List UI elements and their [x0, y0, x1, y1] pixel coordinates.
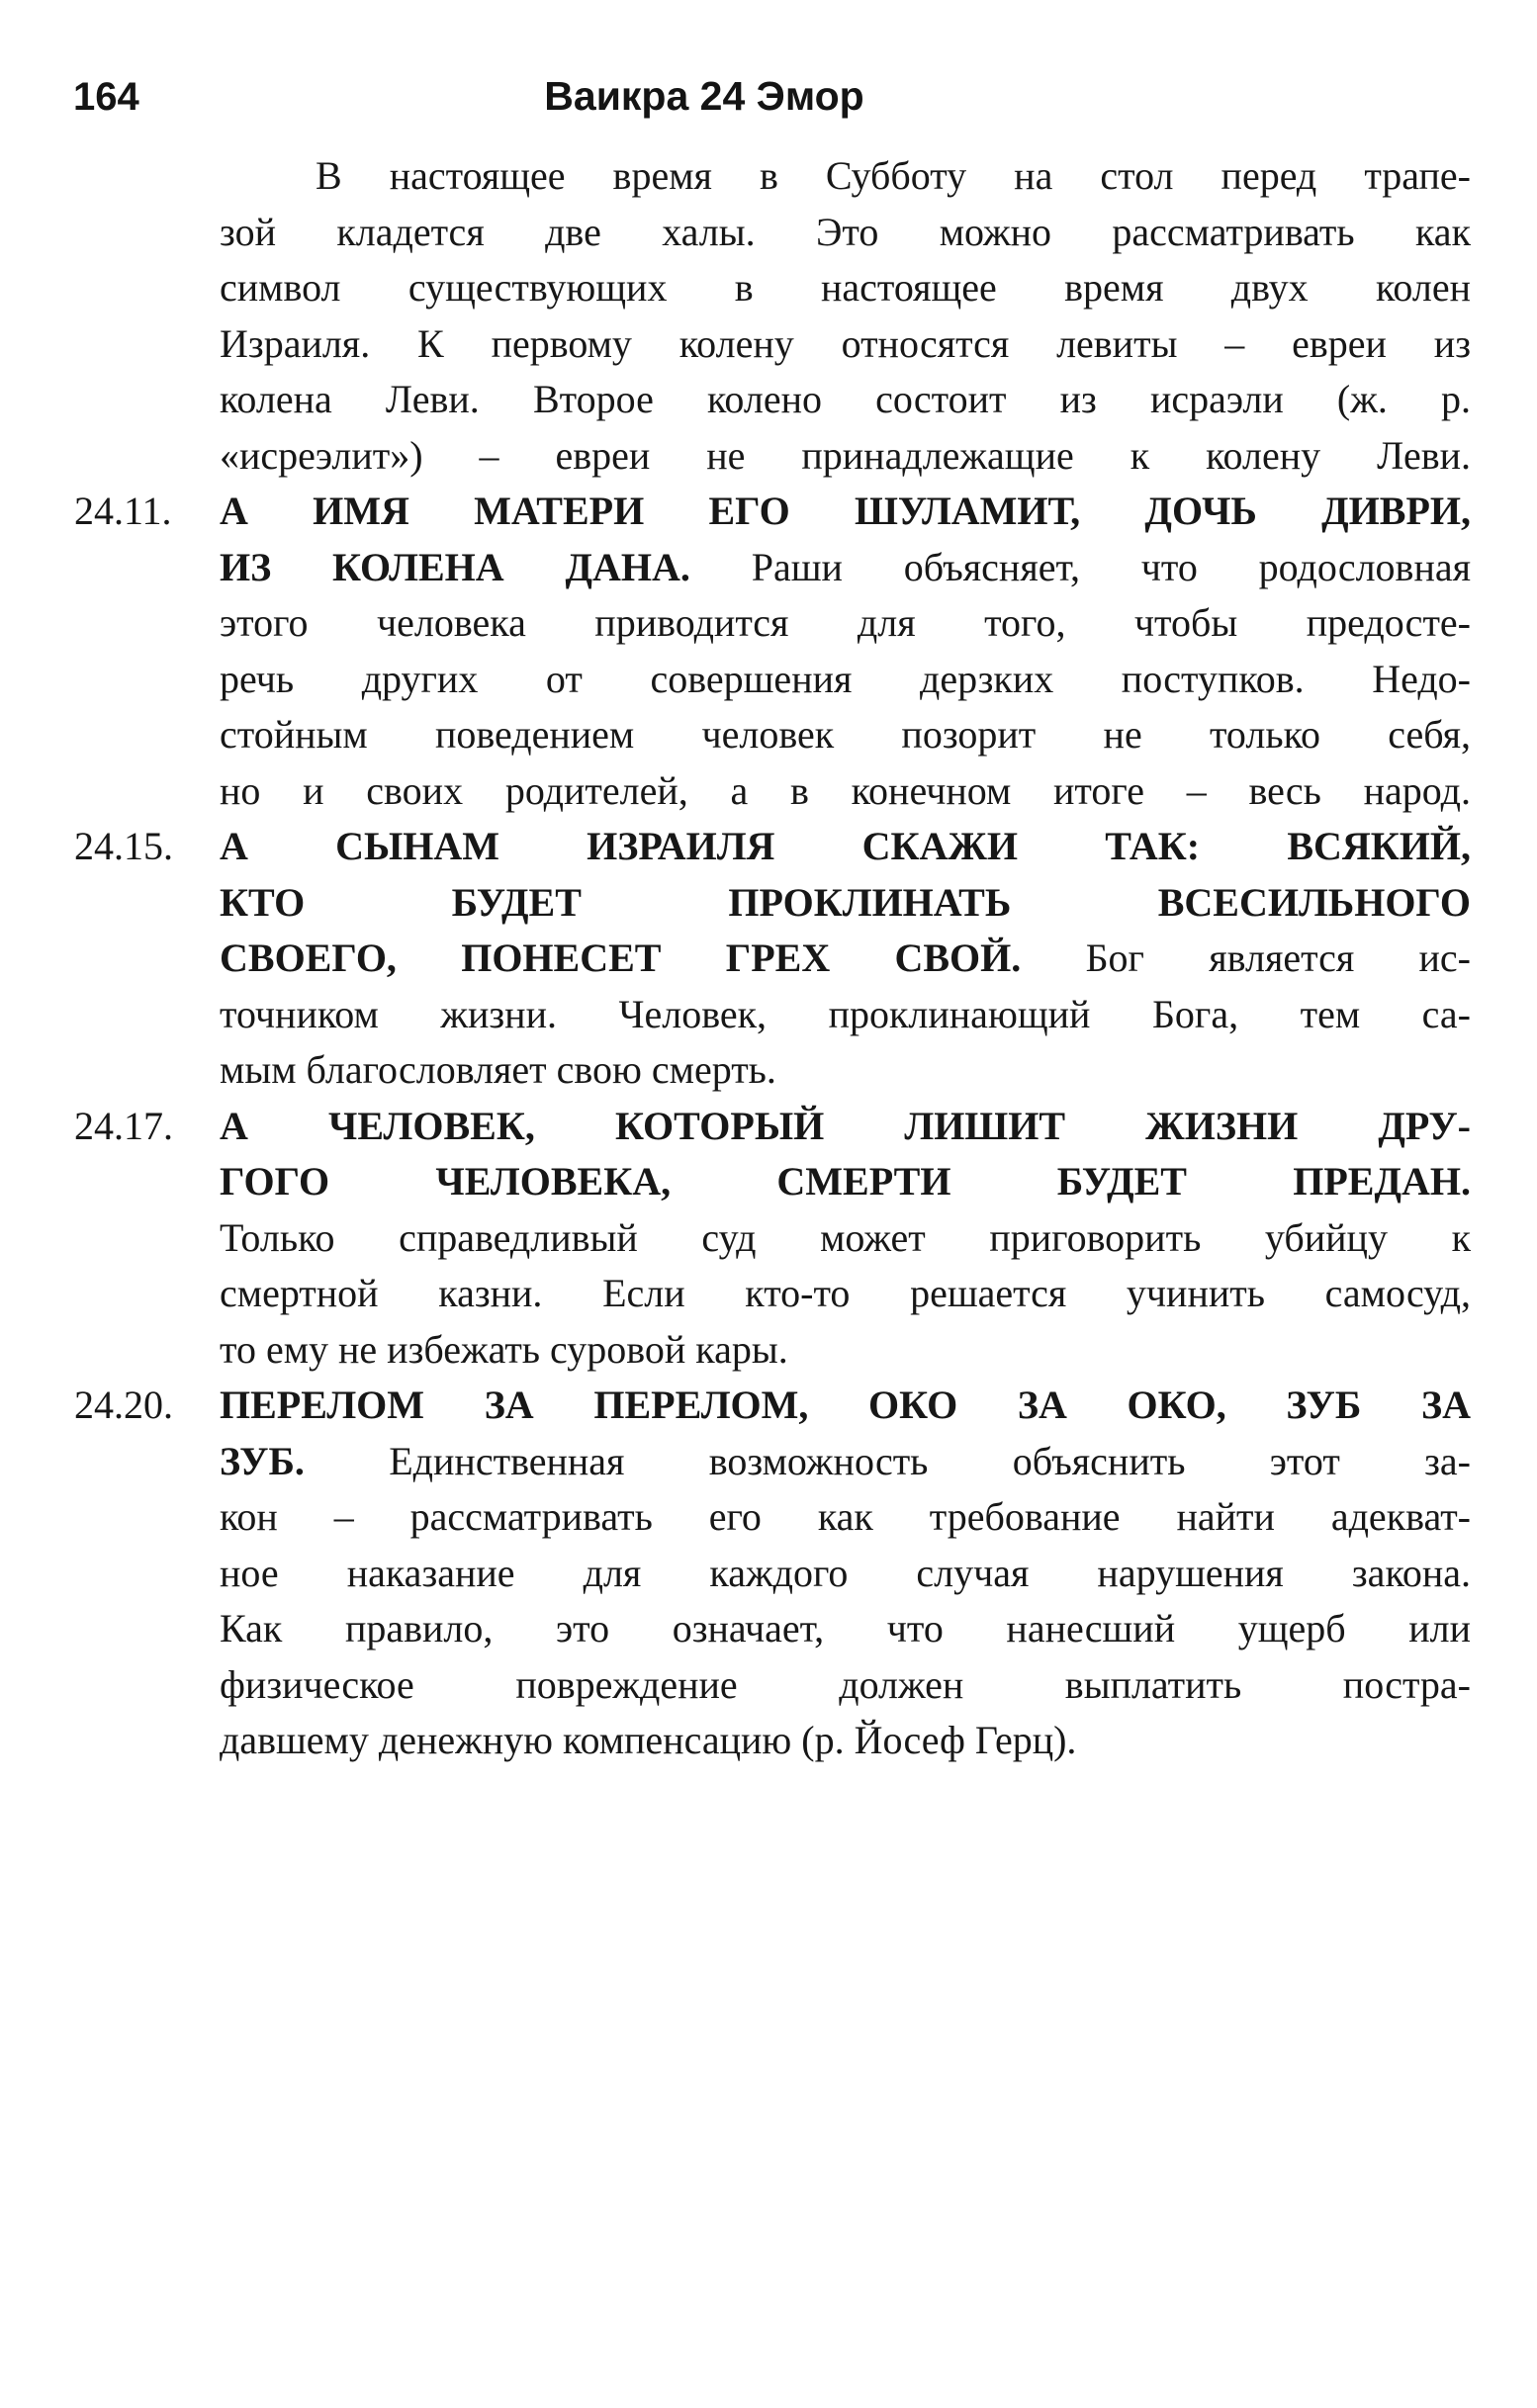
text-line — [220, 1378, 1471, 1434]
text-line — [220, 595, 1471, 652]
text-line — [220, 1713, 1471, 1769]
commentary-text: Единственная возможность объяснить этот за- — [389, 1438, 1472, 1483]
paragraph — [74, 1378, 1472, 1769]
text-line — [220, 372, 1471, 428]
text-line — [220, 707, 1471, 763]
commentary-text: этого человека приводится для того, чтобы предосте- — [220, 600, 1471, 645]
text-line — [220, 819, 1471, 875]
commentary-text: кон – рассматривать его как требование найти адекват- — [220, 1494, 1471, 1539]
page-number: 164 — [73, 75, 139, 119]
commentary-text: ное наказание для каждого случая нарушения закона. — [220, 1550, 1471, 1595]
text-line — [220, 987, 1471, 1043]
text-block — [74, 148, 1472, 1769]
verse-heading-text: А СЫНАМ ИЗРАИЛЯ СКАЖИ ТАК: ВСЯКИЙ, — [220, 824, 1471, 868]
text-line — [220, 484, 1471, 540]
verse-number: 24.11. — [74, 489, 172, 533]
text-line — [220, 1154, 1471, 1210]
commentary-text: смертной казни. Если кто-то решается учинить самосуд, — [220, 1271, 1471, 1315]
commentary-text: «исреэлит») – евреи не принадлежащие к колену Леви. — [220, 432, 1471, 478]
text-line — [220, 148, 1471, 205]
commentary-text: Только справедливый суд может приговорить убийцу к — [220, 1214, 1471, 1260]
text-line — [220, 1042, 1471, 1099]
text-line — [220, 1434, 1471, 1490]
paragraph — [74, 1099, 1471, 1379]
verse-heading-text: ЗУБ. — [220, 1438, 390, 1483]
verse-number: 24.17. — [74, 1103, 173, 1148]
text-line — [220, 1099, 1471, 1155]
text-line — [220, 875, 1471, 932]
text-line — [220, 1546, 1471, 1602]
commentary-text: Как правило, это означает, что нанесший ущерб или — [220, 1606, 1471, 1650]
text-line — [220, 763, 1471, 820]
verse-heading-text: ИЗ КОЛЕНА ДАНА. — [220, 544, 752, 589]
text-line — [220, 316, 1471, 373]
paragraph — [74, 484, 1472, 819]
commentary-text: Бог является ис- — [1085, 936, 1471, 980]
text-line — [220, 652, 1471, 708]
commentary-text: давшему денежную компенсацию (р. Йосеф Герц). — [220, 1718, 1077, 1762]
commentary-text: Раши объясняет, что родословная — [751, 544, 1472, 589]
commentary-text: физическое повреждение должен выплатить постра- — [220, 1661, 1471, 1707]
text-line — [220, 1489, 1471, 1546]
commentary-text: речь других от совершения дерзких поступков. Недо- — [220, 656, 1471, 701]
verse-heading-text: КТО БУДЕТ ПРОКЛИНАТЬ ВСЕСИЛЬНОГО — [220, 879, 1471, 925]
verse-heading-text: СВОЕГО, ПОНЕСЕТ ГРЕХ СВОЙ. — [220, 936, 1086, 980]
verse-heading-text: А ИМЯ МАТЕРИ ЕГО ШУЛАМИТ, ДОЧЬ ДИВРИ, — [220, 489, 1471, 533]
commentary-text: но и своих родителей, а в конечном итоге – весь народ. — [220, 767, 1471, 813]
text-line — [220, 540, 1471, 596]
verse-number: 24.15. — [74, 824, 173, 868]
text-line — [220, 1322, 1471, 1379]
commentary-text: мым благословляет свою смерть. — [220, 1047, 776, 1092]
paragraph — [220, 148, 1471, 484]
verse-heading-text: ПЕРЕЛОМ ЗА ПЕРЕЛОМ, ОКО ЗА ОКО, ЗУБ ЗА — [220, 1382, 1471, 1427]
commentary-text: точником жизни. Человек, проклинающий Бога, тем са- — [220, 991, 1471, 1036]
text-line — [220, 428, 1471, 485]
text-line — [220, 205, 1471, 261]
paragraph — [74, 819, 1471, 1099]
text-line — [220, 1266, 1471, 1322]
commentary-text: стойным поведением человек позорит не только себя, — [220, 712, 1471, 757]
text-line — [220, 931, 1471, 987]
text-line — [220, 260, 1471, 316]
chapter-title: Ваикра 24 Эмор — [544, 73, 864, 119]
text-line — [220, 1210, 1471, 1267]
commentary-text: Израиля. К первому колену относятся левиты – евреи из — [220, 320, 1471, 366]
commentary-text: символ существующих в настоящее время двух колен — [220, 265, 1471, 310]
text-line — [220, 1601, 1471, 1657]
commentary-text: зой кладется две халы. Это можно рассматривать как — [220, 209, 1471, 254]
commentary-text: то ему не избежать суровой кары. — [220, 1326, 788, 1372]
commentary-text: В настоящее время в Субботу на стол перед трапе- — [316, 153, 1471, 198]
text-line — [220, 1657, 1471, 1714]
commentary-text: колена Леви. Второе колено состоит из исраэли (ж. р. — [220, 377, 1471, 421]
verse-heading-text: А ЧЕЛОВЕК, КОТОРЫЙ ЛИШИТ ЖИЗНИ ДРУ- — [220, 1103, 1471, 1148]
verse-heading-text: ГОГО ЧЕЛОВЕКА, СМЕРТИ БУДЕТ ПРЕДАН. — [220, 1159, 1471, 1204]
verse-number: 24.20. — [74, 1382, 173, 1427]
